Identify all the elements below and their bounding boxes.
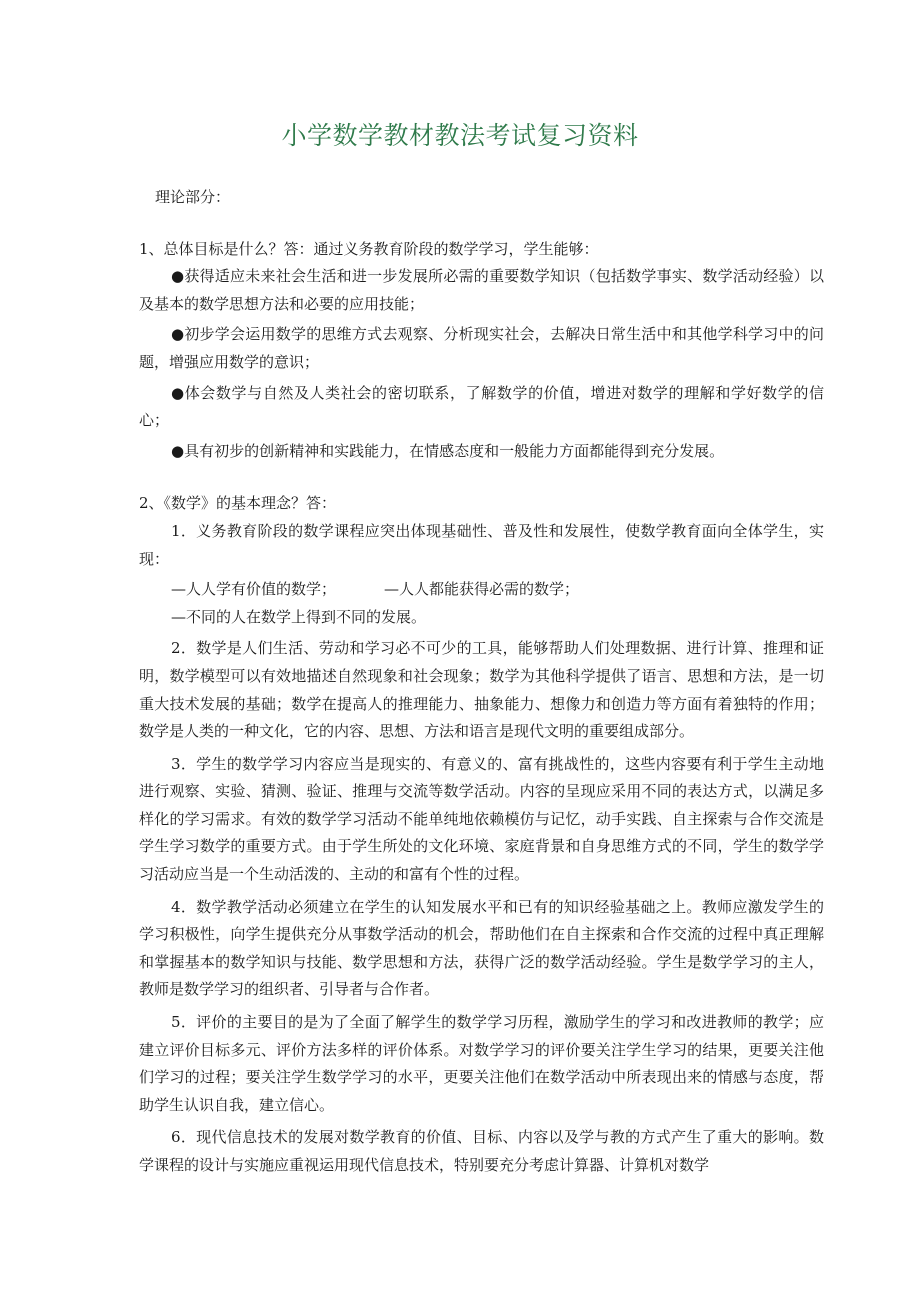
concept-paragraph-3: 3．学生的数学学习内容应当是现实的、有意义的、富有挑战性的，这些内容要有利于学生主动地进行观察、实验、猜测、验证、推理与交流等数学活动。内容的呈现应采用不同的表达方式，以满足多样化的学习需求。有效的数学学习活动不能单纯地依赖模仿与记忆，动手实践、自主探索与合作交流是学生学习数学的重要方式。由于学生所处的文化环境、家庭背景和自身思维方式的不同，学生的数学学习活动应当是一个生动活泼的、主动的和富有个性的过程。 (139, 754, 824, 884)
goal-item-1: ●获得适应未来社会生活和进一步发展所必需的重要数学知识（包括数学事实、数学活动经验）以及基本的数学思想方法和必要的应用技能； (139, 267, 824, 313)
page-title: 小学数学教材教法考试复习资料 (281, 121, 639, 150)
concept-paragraph-2: 2．数学是人们生活、劳动和学习必不可少的工具，能够帮助人们处理数据、进行计算、推理和证明，数学模型可以有效地描述自然现象和社会现象；数学为其他科学提供了语言、思想和方法，是一切重大技术发展的基础；数学在提高人的推理能力、抽象能力、想像力和创造力等方面有着独特的作用；数学是人类的一种文化，它的内容、思想、方法和语言是现代文明的重要组成部分。 (139, 639, 824, 741)
concept-paragraph-6: 6．现代信息技术的发展对数学教育的价值、目标、内容以及学与教的方式产生了重大的影响。数学课程的设计与实施应重视运用现代信息技术，特别要充分考虑计算器、计算机对数学 (139, 1128, 824, 1174)
question-1 (139, 236, 824, 466)
document-body (139, 184, 824, 1185)
question-2-heading: 2、《数学》的基本理念？答： (139, 494, 337, 513)
concept-1-bullet-b: —人人都能获得必需的数学； (384, 580, 580, 599)
goal-item-3: ●体会数学与自然及人类社会的密切联系，了解数学的价值，增进对数学的理解和学好数学的信心； (139, 383, 824, 430)
concept-1-bullet-c: —不同的人在数学上得到不同的发展。 (171, 607, 427, 626)
section-intro: 理论部分： (155, 188, 231, 206)
question-2 (139, 490, 824, 1179)
concept-paragraph-4: 4．数学教学活动必须建立在学生的认知发展水平和已有的知识经验基础之上。教师应激发学生的学习积极性，向学生提供充分从事数学活动的机会，帮助他们在自主探索和合作交流的过程中真正理解和掌握基本的数学知识与技能、数学思想和方法，获得广泛的数学活动经验。学生是数学学习的主人，教师是数学学习的组织者、引导者与合作者。 (139, 897, 824, 999)
concept-paragraph-1: 1．义务教育阶段的数学课程应突出体现基础性、普及性和发展性，使数学教育面向全体学生，实现： (139, 521, 824, 568)
goal-item-2: ●初步学会运用数学的思维方式去观察、分析现实社会，去解决日常生活中和其他学科学习中的问题，增强应用数学的意识； (139, 325, 824, 371)
section-gap (139, 468, 824, 490)
concept-paragraph-5: 5．评价的主要目的是为了全面了解学生的数学学习历程，激励学生的学习和改进教师的教学；应建立评价目标多元、评价方法多样的评价体系。对数学学习的评价要关注学生学习的结果，更要关注他们学习的过程；要关注学生数学学习的水平，更要关注他们在数学活动中所表现出来的情感与态度，帮助学生认识自我，建立信心。 (139, 1013, 824, 1114)
concept-1-bullet-a: —人人学有价值的数学； (171, 580, 337, 599)
concept-1-bullets-row (139, 576, 824, 604)
question-1-heading: 1、总体目标是什么？答：通过义务教育阶段的数学学习，学生能够： (139, 239, 599, 258)
goal-item-4: ●具有初步的创新精神和实践能力，在情感态度和一般能力方面都能得到充分发展。 (171, 441, 725, 460)
